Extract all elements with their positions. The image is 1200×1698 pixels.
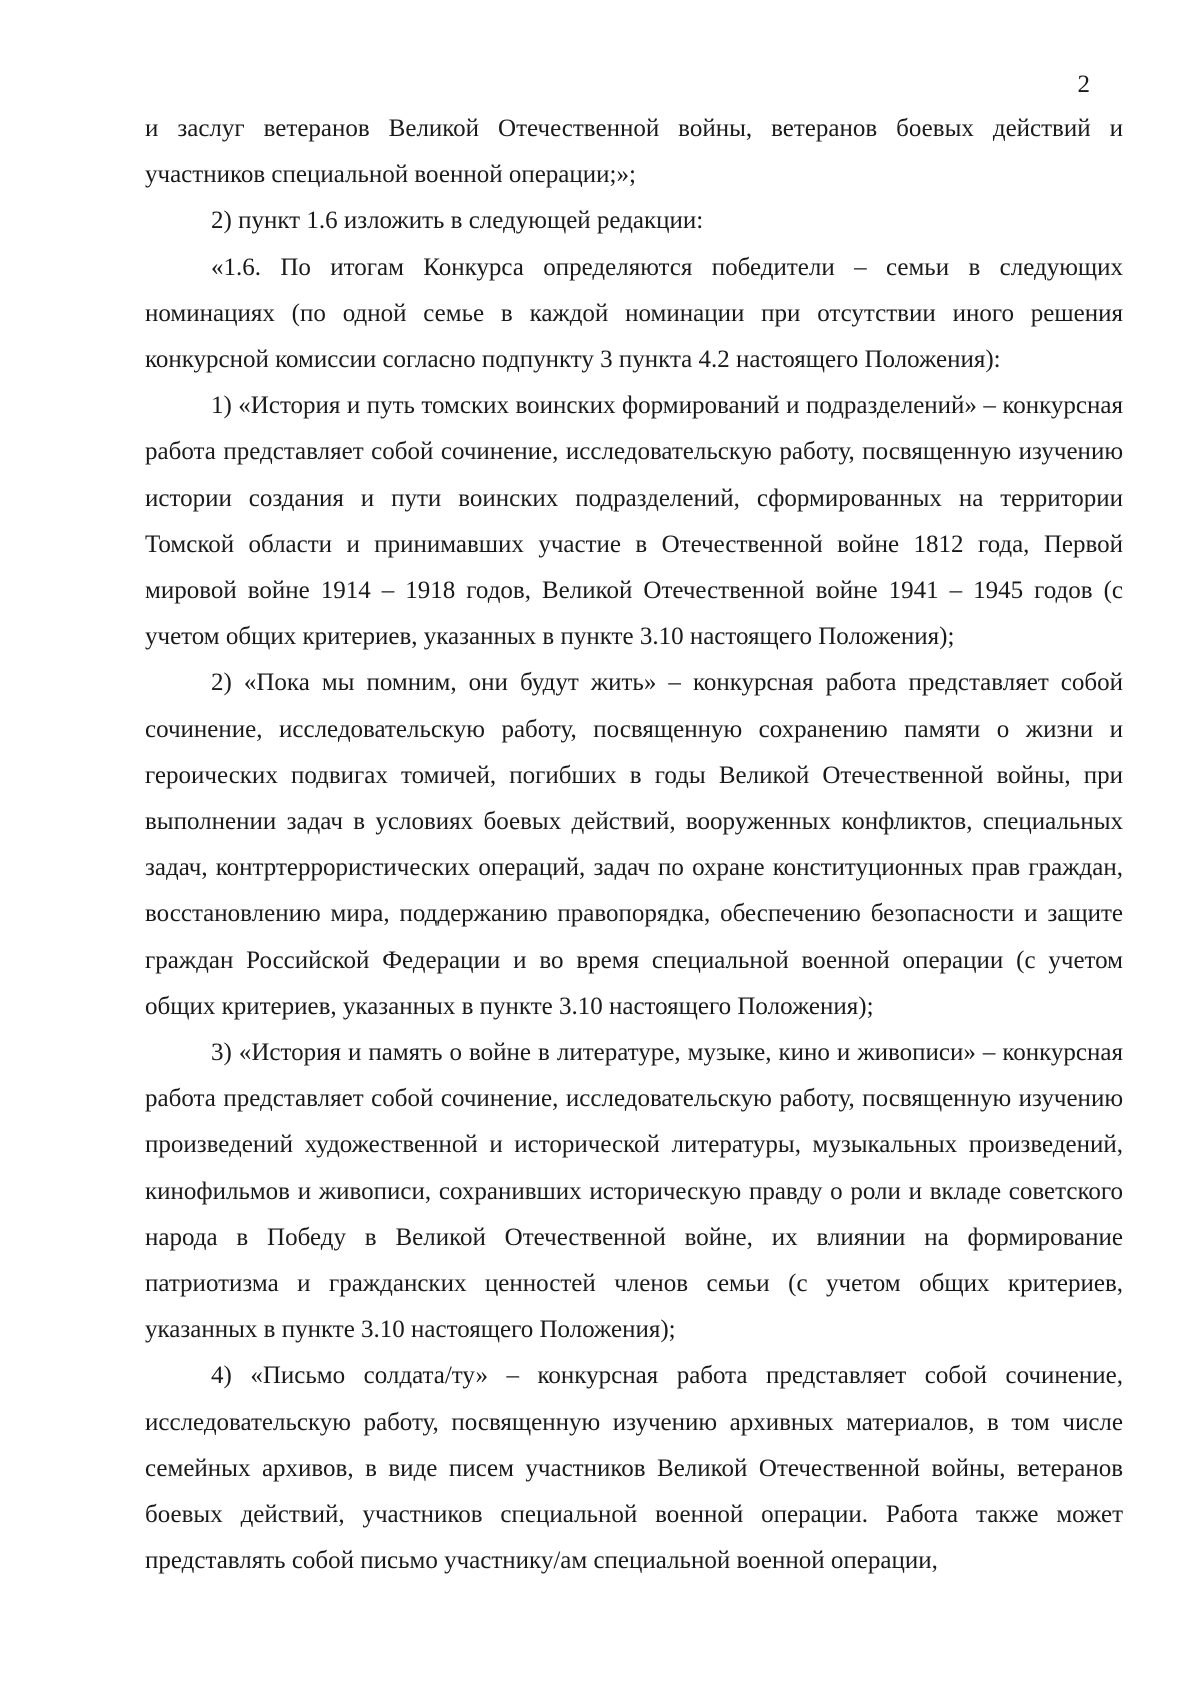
paragraph-nomination-3: 3) «История и память о войне в литературе, музыке, кино и живописи» – конкурсная работа представляет собой сочинение, исследовательскую работу, посвященную изучению произведений художественной и исторической литературы, музыкальных произведений, кинофильмов и живописи, сохранивших историческую правду о роли и вкладе советского народа в Победу в Великой Отечественной войне, их влиянии на формирование патриотизма и гражданских ценностей членов семьи (с учетом общих критериев, указанных в пункте 3.10 настоящего Положения); <box>145 1039 1123 1344</box>
paragraph-clause-1-6: «1.6. По итогам Конкурса определяются победители – семьи в следующих номинациях (по одной семье в каждой номинации при отсутствии иного решения конкурсной комиссии согласно подпункту 3 пункта 4.2 настоящего Положения): <box>145 253 1123 374</box>
document-body <box>145 106 1123 1585</box>
paragraph-nomination-1: 1) «История и путь томских воинских формирований и подразделений» – конкурсная работа представляет собой сочинение, исследовательскую работу, посвященную изучению истории создания и пути воинских подразделений, сформированных на территории Томской области и принимавших участие в Отечественной войне 1812 года, Первой мировой войне 1914 – 1918 годов, Великой Отечественной войне 1941 – 1945 годов (с учетом общих критериев, указанных в пункте 3.10 настоящего Положения); <box>145 392 1123 651</box>
page-number: 2 <box>1077 71 1090 98</box>
paragraph-nomination-2: 2) «Пока мы помним, они будут жить» – конкурсная работа представляет собой сочинение, исследовательскую работу, посвященную сохранению памяти о жизни и героических подвигах томичей, погибших в годы Великой Отечественной войны, при выполнении задач в условиях боевых действий, вооруженных конфликтов, специальных задач, контртеррористических операций, задач по охране конституционных прав граждан, восстановлению мира, поддержанию правопорядка, обеспечению безопасности и защите граждан Российской Федерации и во время специальной военной операции (с учетом общих критериев, указанных в пункте 3.10 настоящего Положения); <box>145 669 1123 1020</box>
paragraph-continuation: и заслуг ветеранов Великой Отечественной войны, ветеранов боевых действий и участников специальной военной операции;»; <box>145 115 1123 189</box>
paragraph-item-2: 2) пункт 1.6 изложить в следующей редакции: <box>211 207 704 235</box>
paragraph-nomination-4: 4) «Письмо солдата/ту» – конкурсная работа представляет собой сочинение, исследовательскую работу, посвященную изучению архивных материалов, в том числе семейных архивов, в виде писем участников Великой Отечественной войны, ветеранов боевых действий, участников специальной военной операции. Работа также может представлять собой письмо участнику/ам специальной военной операции, <box>145 1362 1123 1575</box>
